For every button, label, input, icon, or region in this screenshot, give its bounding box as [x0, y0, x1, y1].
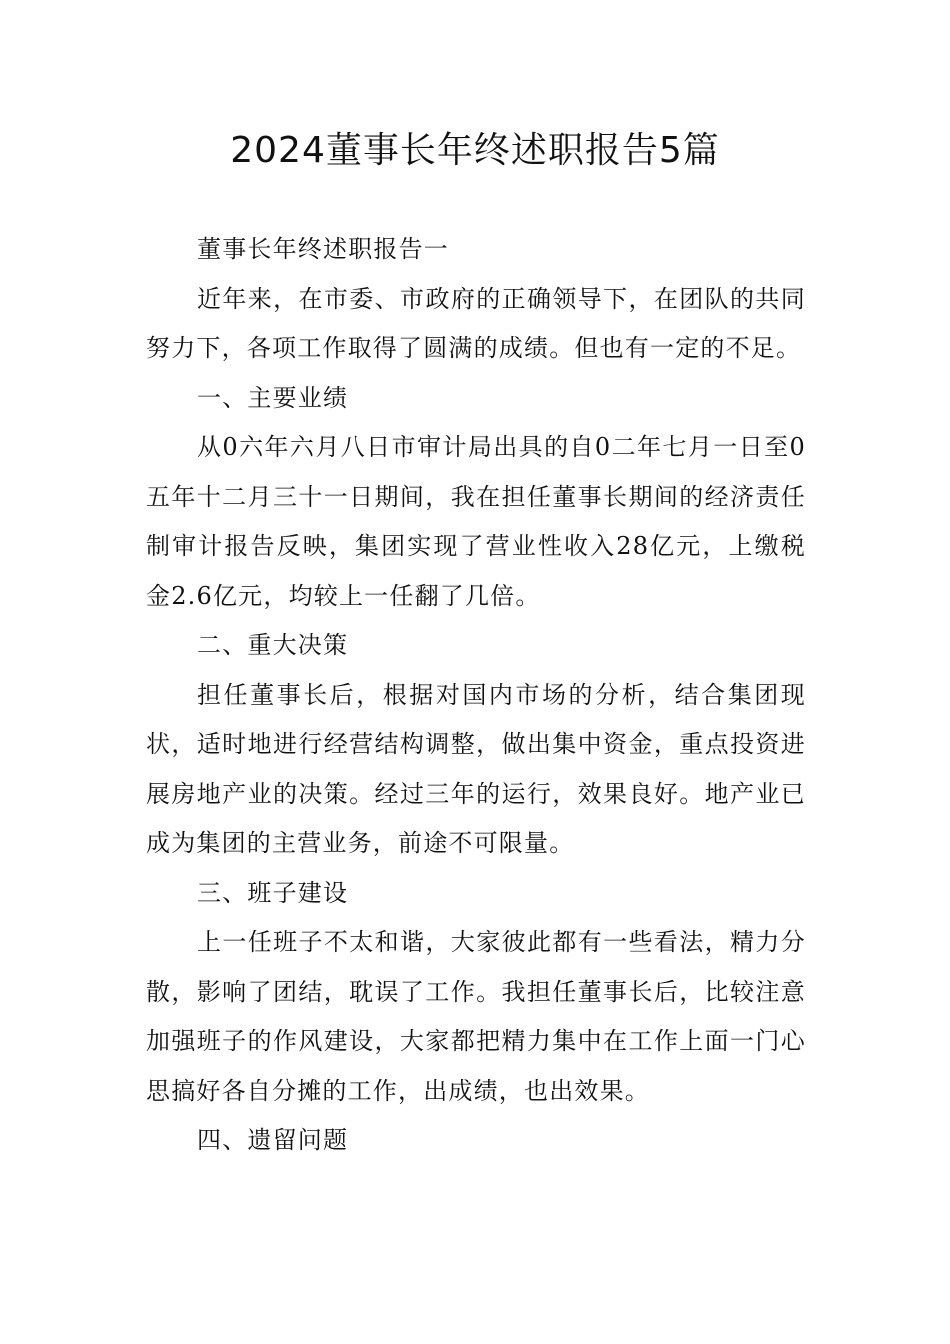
- section-heading-main-achievements: 一、主要业绩: [197, 383, 349, 412]
- document-body: [146, 225, 806, 1166]
- section-heading-remaining-issues: 四、遗留问题: [197, 1126, 349, 1154]
- achievements-paragraph: 从0六年六月八日市审计局出具的自0二年七月一日至0五年十二月三十一日期间，我在担任董事长期间的经济责任制审计报告反映，集团实现了营业性收入28亿元，上缴税金2.6亿元，均较上一任翻了几倍。: [146, 433, 806, 610]
- section-heading-team-building: 三、班子建设: [197, 878, 349, 907]
- document-title: 2024董事长年终述职报告5篇: [230, 130, 720, 171]
- decisions-paragraph: 担任董事长后，根据对国内市场的分析，结合集团现状，适时地进行经营结构调整，做出集中资金，重点投资进展房地产业的决策。经过三年的运行，效果良好。地产业已成为集团的主营业务，前途不可限量。: [146, 680, 806, 857]
- section-heading-report-one: 董事长年终述职报告一: [197, 235, 449, 263]
- section-heading-major-decisions: 二、重大决策: [197, 631, 349, 659]
- intro-paragraph: 近年来，在市委、市政府的正确领导下，在团队的共同努力下，各项工作取得了圆满的成绩。但也有一定的不足。: [146, 284, 806, 362]
- team-building-paragraph: 上一任班子不太和谐，大家彼此都有一些看法，精力分散，影响了团结，耽误了工作。我担任董事长后，比较注意加强班子的作风建设，大家都把精力集中在工作上面一门心思搞好各自分摊的工作，出成绩，也出效果。: [146, 928, 806, 1105]
